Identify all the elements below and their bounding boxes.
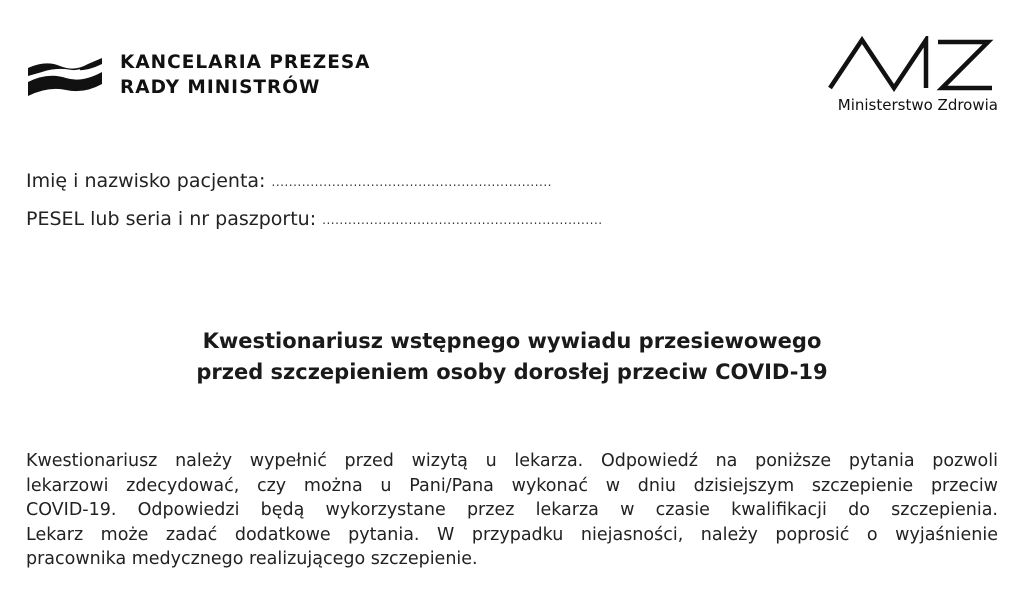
intro-paragraph (26, 449, 998, 572)
intro-line: Kwestionariusz należy wypełnić przed wizytą u lekarza. Odpowiedź na poniższe pytania pozwoli (26, 451, 998, 471)
mz-zigzag-icon (826, 36, 998, 92)
patient-name-field[interactable]: ................................................................. (271, 175, 552, 189)
mz-name: Ministerstwo Zdrowia (837, 96, 998, 114)
pesel-label: PESEL lub seria i nr paszportu: (26, 208, 317, 230)
kprm-line-2: RADY MINISTRÓW (120, 77, 321, 98)
patient-fields (26, 166, 603, 242)
form-title-line-1: Kwestionariusz wstępnego wywiadu przesiewowego (202, 329, 822, 353)
form-title-line-2: przed szczepieniem osoby dorosłej przeciw COVID-19 (196, 360, 828, 384)
intro-line: lekarzowi zdecydować, czy można u Pani/Pana wykonać w dniu dzisiejszym szczepienie przeciw (26, 475, 998, 496)
patient-name-label: Imię i nazwisko pacjenta: (26, 170, 266, 192)
kprm-logo (26, 50, 370, 100)
patient-name-row (26, 166, 603, 204)
intro-line: pracownika medycznego realizującego szczepienie. (26, 549, 478, 569)
intro-line: COVID-19. Odpowiedzi będą wykorzystane przez lekarza w czasie kwalifikacji do szczepienia. (26, 500, 998, 520)
mz-logo (818, 36, 998, 114)
intro-line: Lekarz może zadać dodatkowe pytania. W przypadku niejasności, należy poprosić o wyjaśnienie (26, 524, 998, 545)
pesel-row (26, 204, 603, 242)
kprm-flag-icon (26, 50, 106, 100)
kprm-name (120, 50, 370, 100)
kprm-line-1: KANCELARIA PREZESA (120, 52, 371, 73)
form-title (0, 326, 1024, 388)
pesel-field[interactable]: ................................................................. (322, 213, 603, 227)
